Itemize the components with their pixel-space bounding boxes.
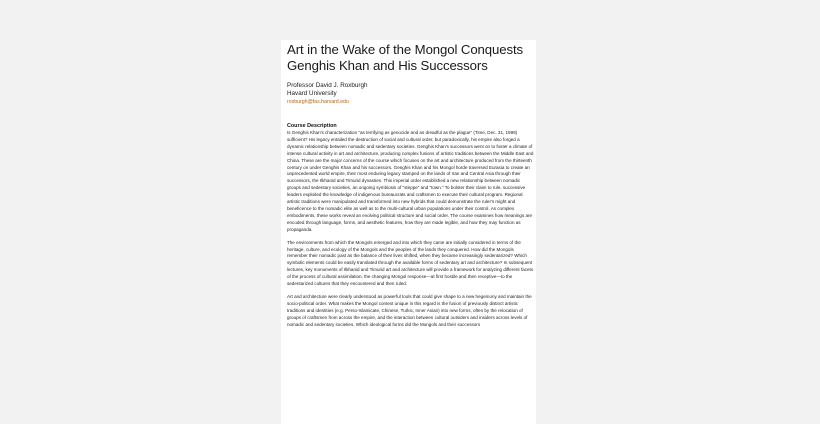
- author-name: Professor David J. Roxburgh: [287, 82, 368, 89]
- document-page: [281, 40, 536, 424]
- paragraph-3: Art and architecture were clearly understood as powerful tools that could give shape to a new hegemony and maintain the socio-political order. What makes the Mongol context unique in this regard is the fusion of previously distinct artistic traditions and identities (e.g. Perso-Islamicate, Chinese, Turkic, Inner Asian) into new forms, often by the relocation of groups of craftsmen from across the empire, and the interaction between cultural outsiders and insiders across levels of nomadic and sedentary societies. Which ideological forms did the Mongols and their successors: [287, 293, 532, 327]
- paragraph-1: Is Genghis Khan's characterization "as terrifying as genocide and as dreadful as the plague" (Time, Dec. 31, 1999) sufficient? His legacy entailed the destruction of social and cultural order, but paradoxically, his empire also forged a dynamic relationship between nomadic and sedentary societies. Genghis Khan's successors went on to foster a climate of intense cultural activity in art and architecture, producing complex fusions of artistic traditions between the Middle East and China. These are the major concerns of the course which focuses on the art and architecture produced from the thirteenth century on under Genghis Khan and his successors. Genghis Khan and his Mongol horde traversed Eurasia to create an unprecedented world empire, their most enduring legacy stamped on the lands of Iran and Central Asia through their successors, the Ilkhanid and Timurid dynasties. This imperial order established a new relationship between nomadic groups and sedentary societies, an ongoing symbiosis of "steppe" and "town." To bolster their claim to rule, successive leaders exploited the knowledge of indigenous bureaucrats and craftsmen to execute their cultural program. Regional artistic traditions were manipulated and transformed into new hybrids that could demonstrate the ruler's might and beneficence to the nomadic elite as well as to the multi-cultural urban populations under their control. As complex embodiments, these works reveal an evolving political structure and social order. The course examines how meanings are encoded through language, forms, and aesthetic features, how they are made legible, and how they may function as propaganda.: [287, 130, 534, 232]
- title-line-2: Genghis Khan and His Successors: [287, 57, 488, 73]
- paragraph-2: The environments from which the Mongols emerged and into which they came are initially considered in terms of the heritage, culture, and ecology of the Mongols and the peoples of the lands they conquered. How did the Mongols remember their nomadic past as the balance of their lives shifted, when they became increasingly sedentarized? Which symbolic elements could be easily translated through the available forms of sedentary art and architecture? In subsequent lectures, key monuments of Ilkhanid and Timurid art and architecture will provide a framework for analyzing different facets of the process of cultural assimilation, the changing Mongol response—at first hostile and then receptive—to the sedentarized cultures that they encountered and then ruled.: [287, 239, 534, 287]
- section-heading: Course Description: [287, 123, 337, 129]
- title-line-1: Art in the Wake of the Mongol Conquests: [287, 42, 524, 57]
- author-email[interactable]: roxburgh@fas.harvard.edu: [287, 99, 349, 105]
- document-title: [287, 42, 536, 73]
- affiliation: Havard University: [287, 90, 337, 97]
